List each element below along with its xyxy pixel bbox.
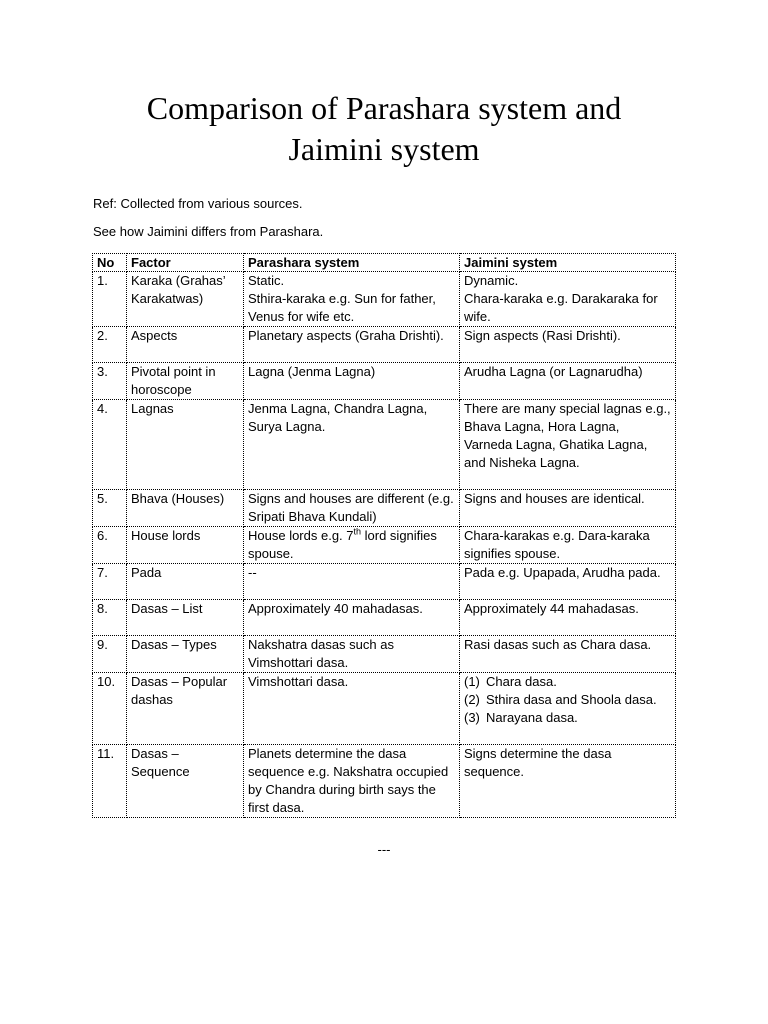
list-marker: (1) <box>464 674 480 689</box>
list-item-text: Chara dasa. <box>486 674 557 689</box>
table-row <box>93 600 676 636</box>
table-header-row <box>93 254 676 272</box>
row-parashara: Nakshatra dasas such as Vimshottari dasa. <box>244 636 460 673</box>
list-item <box>464 691 671 709</box>
header-factor: Factor <box>127 254 244 272</box>
row-jaimini: There are many special lagnas e.g., Bhava Lagna, Hora Lagna, Varneda Lagna, Ghatika Lagna, and Nisheka Lagna. <box>460 400 676 490</box>
row-parashara: Jenma Lagna, Chandra Lagna, Surya Lagna. <box>244 400 460 490</box>
row-number: 2. <box>93 327 127 363</box>
cell-line: Sthira-karaka e.g. Sun for father, Venus for wife etc. <box>248 291 436 324</box>
row-number: 10. <box>93 673 127 745</box>
comparison-table <box>92 253 676 818</box>
header-parashara: Parashara system <box>244 254 460 272</box>
row-jaimini <box>460 272 676 327</box>
page-title <box>84 88 684 170</box>
table-row <box>93 564 676 600</box>
row-factor: Bhava (Houses) <box>127 490 244 527</box>
table-row <box>93 490 676 527</box>
row-number: 1. <box>93 272 127 327</box>
row-jaimini <box>460 673 676 745</box>
row-parashara <box>244 272 460 327</box>
row-parashara: Planetary aspects (Graha Drishti). <box>244 327 460 363</box>
table-row <box>93 363 676 400</box>
row-factor: House lords <box>127 527 244 564</box>
row-number: 8. <box>93 600 127 636</box>
row-factor: Dasas – List <box>127 600 244 636</box>
row-factor: Pada <box>127 564 244 600</box>
row-number: 3. <box>93 363 127 400</box>
row-number: 6. <box>93 527 127 564</box>
table-row <box>93 673 676 745</box>
table-row <box>93 400 676 490</box>
row-number: 5. <box>93 490 127 527</box>
row-parashara: Planets determine the dasa sequence e.g. Nakshatra occupied by Chandra during birth says the first dasa. <box>244 745 460 818</box>
reference-note: Ref: Collected from various sources. <box>93 196 303 211</box>
row-jaimini: Chara-karakas e.g. Dara-karaka signifies spouse. <box>460 527 676 564</box>
row-jaimini: Signs determine the dasa sequence. <box>460 745 676 818</box>
cell-text: House lords e.g. 7 <box>248 528 354 543</box>
end-marker: --- <box>377 842 391 857</box>
row-jaimini: Sign aspects (Rasi Drishti). <box>460 327 676 363</box>
table-row <box>93 327 676 363</box>
list-marker: (3) <box>464 710 480 725</box>
table-row <box>93 745 676 818</box>
row-jaimini: Approximately 44 mahadasas. <box>460 600 676 636</box>
cell-line: Chara-karaka e.g. Darakaraka for wife. <box>464 291 658 324</box>
header-no: No <box>93 254 127 272</box>
list-item <box>464 673 671 691</box>
row-jaimini: Arudha Lagna (or Lagnarudha) <box>460 363 676 400</box>
cell-text: lord signifies spouse. <box>248 528 437 561</box>
cell-line: Dynamic. <box>464 273 519 288</box>
row-jaimini: Rasi dasas such as Chara dasa. <box>460 636 676 673</box>
row-factor: Dasas – Sequence <box>127 745 244 818</box>
row-factor: Lagnas <box>127 400 244 490</box>
row-number: 11. <box>93 745 127 818</box>
row-factor: Dasas – Popular dashas <box>127 673 244 745</box>
row-parashara: Vimshottari dasa. <box>244 673 460 745</box>
row-factor: Karaka (Grahas’ Karakatwas) <box>127 272 244 327</box>
title-line-1: Comparison of Parashara system and <box>146 90 622 126</box>
list-item <box>464 709 671 727</box>
popular-dasa-list <box>464 673 671 727</box>
row-jaimini: Signs and houses are identical. <box>460 490 676 527</box>
cell-line: Static. <box>248 273 285 288</box>
row-number: 7. <box>93 564 127 600</box>
title-line-2: Jaimini system <box>288 131 480 167</box>
table-row <box>93 272 676 327</box>
list-item-text: Sthira dasa and Shoola dasa. <box>486 692 657 707</box>
row-factor: Dasas – Types <box>127 636 244 673</box>
row-jaimini: Pada e.g. Upapada, Arudha pada. <box>460 564 676 600</box>
row-parashara: -- <box>244 564 460 600</box>
row-factor: Aspects <box>127 327 244 363</box>
header-jaimini: Jaimini system <box>460 254 676 272</box>
intro-note: See how Jaimini differs from Parashara. <box>93 224 324 239</box>
row-parashara: Lagna (Jenma Lagna) <box>244 363 460 400</box>
table-row <box>93 527 676 564</box>
row-parashara <box>244 527 460 564</box>
table-row <box>93 636 676 673</box>
row-number: 9. <box>93 636 127 673</box>
row-parashara: Signs and houses are different (e.g. Sripati Bhava Kundali) <box>244 490 460 527</box>
row-number: 4. <box>93 400 127 490</box>
list-marker: (2) <box>464 692 480 707</box>
row-factor: Pivotal point in horoscope <box>127 363 244 400</box>
ordinal-suffix: th <box>353 526 362 537</box>
list-item-text: Narayana dasa. <box>486 710 578 725</box>
row-parashara: Approximately 40 mahadasas. <box>244 600 460 636</box>
